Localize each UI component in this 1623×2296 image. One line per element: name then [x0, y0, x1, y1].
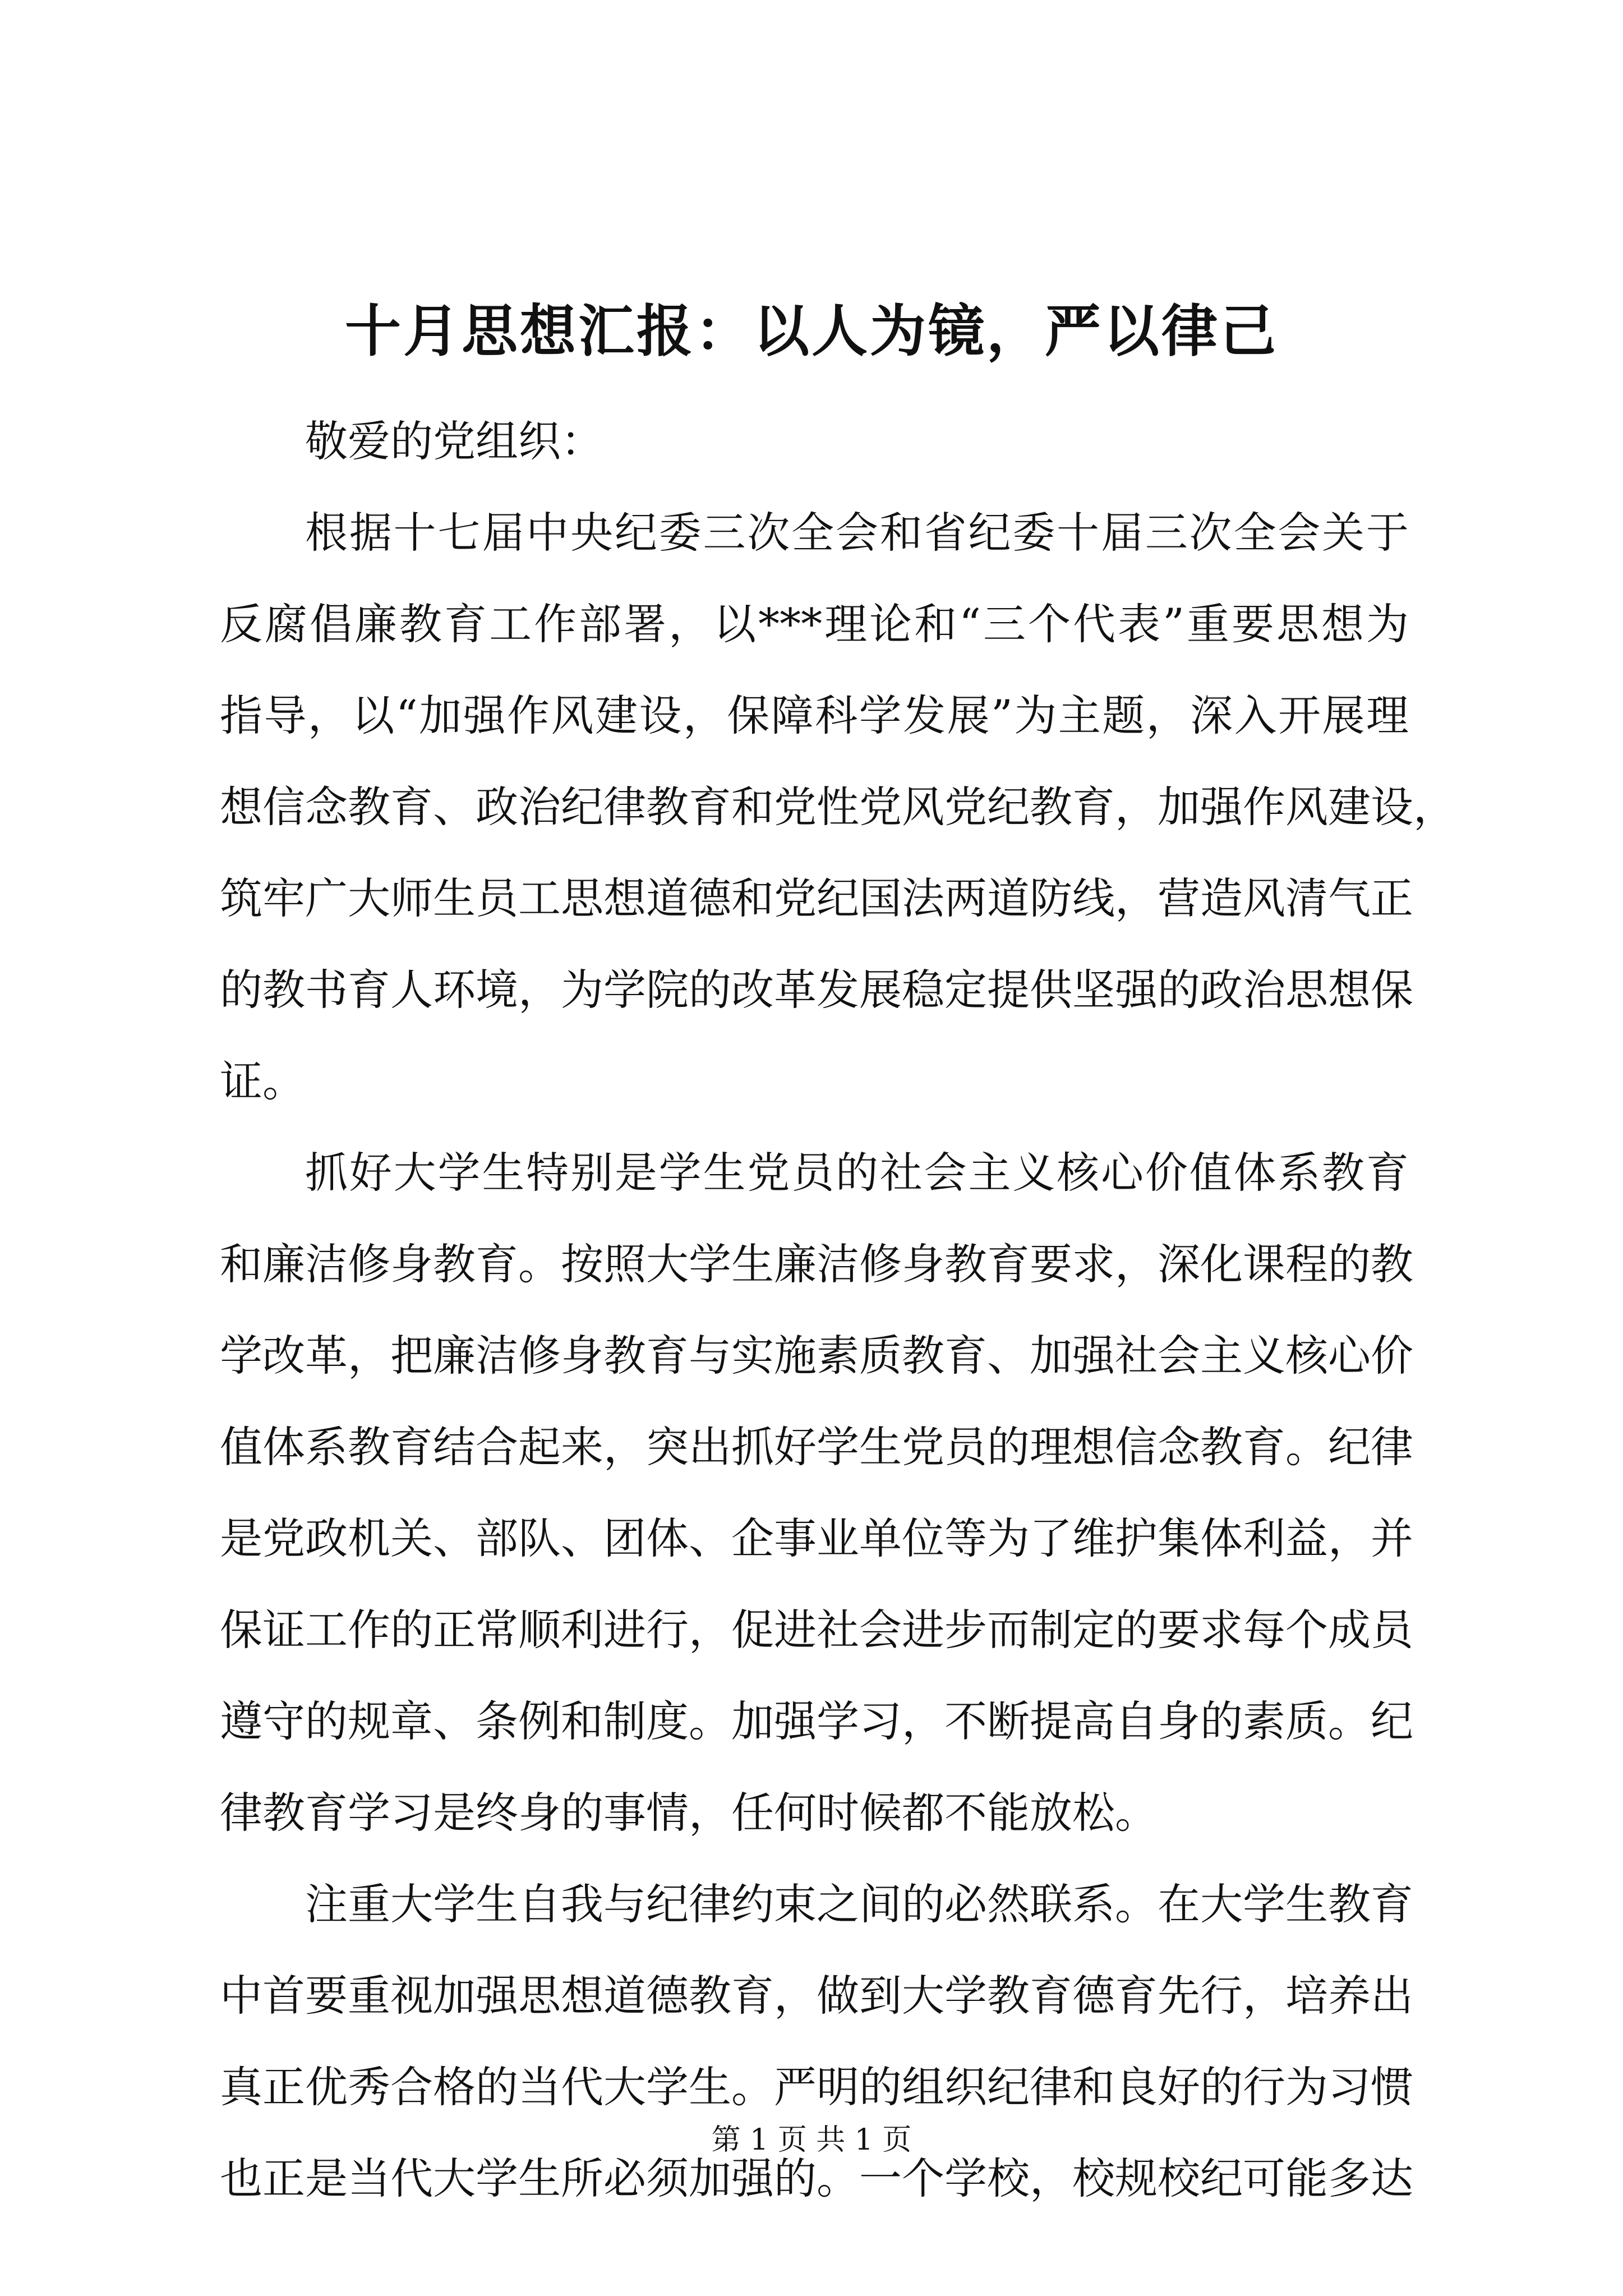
paragraph-3-line: 中首要重视加强思想道德教育，做到大学教育德育先行，培养出: [220, 1971, 1413, 2021]
paragraph-2-line: 和廉洁修身教育。按照大学生廉洁修身教育要求，深化课程的教: [220, 1239, 1413, 1289]
paragraph-1-line: 根据十七届中央纪委三次全会和省纪委十届三次全会关于: [305, 508, 1409, 558]
paragraph-2-line: 抓好大学生特别是学生党员的社会主义核心价值体系教育: [305, 1148, 1409, 1198]
paragraph-3-line: 真正优秀合格的当代大学生。严明的组织纪律和良好的行为习惯: [220, 2062, 1413, 2112]
document-body: [220, 395, 1456, 2224]
page-number-footer: 第 1 页 共 1 页: [711, 2123, 912, 2157]
paragraph-3-line: 也正是当代大学生所必须加强的。一个学校，校规校纪可能多达: [220, 2154, 1413, 2203]
paragraph-2-line: 保证工作的正常顺利进行，促进社会进步而制定的要求每个成员: [220, 1605, 1413, 1655]
document-title: 十月思想汇报：以人为镜，严以律己: [345, 298, 1278, 364]
paragraph-2-line: 学改革，把廉洁修身教育与实施素质教育、加强社会主义核心价: [220, 1331, 1413, 1381]
salutation: 敬爱的党组织：: [305, 416, 603, 466]
paragraph-1-line: 证。: [220, 1056, 305, 1106]
paragraph-2-line: 律教育学习是终身的事情，任何时候都不能放松。: [220, 1788, 1158, 1838]
paragraph-1-line: 想信念教育、政治纪律教育和党性党风党纪教育，加强作风建设，: [220, 782, 1456, 832]
paragraph-1-line: 筑牢广大师生员工思想道德和党纪国法两道防线，营造风清气正: [220, 873, 1413, 923]
paragraph-2-line: 是党政机关、部队、团体、企事业单位等为了维护集体利益，并: [220, 1513, 1413, 1563]
paragraph-2-line: 遵守的规章、条例和制度。加强学习，不断提高自身的素质。纪: [220, 1696, 1413, 1746]
paragraph-1-line: 指导，以“加强作风建设，保障科学发展”为主题，深入开展理: [220, 691, 1409, 740]
paragraph-2-line: 值体系教育结合起来，突出抓好学生党员的理想信念教育。纪律: [220, 1422, 1413, 1472]
paragraph-3-line: 注重大学生自我与纪律约束之间的必然联系。在大学生教育: [305, 1879, 1413, 1929]
paragraph-1-line: 反腐倡廉教育工作部署，以***理论和“三个代表”重要思想为: [220, 599, 1409, 649]
paragraph-1-line: 的教书育人环境，为学院的改革发展稳定提供坚强的政治思想保: [220, 965, 1413, 1015]
